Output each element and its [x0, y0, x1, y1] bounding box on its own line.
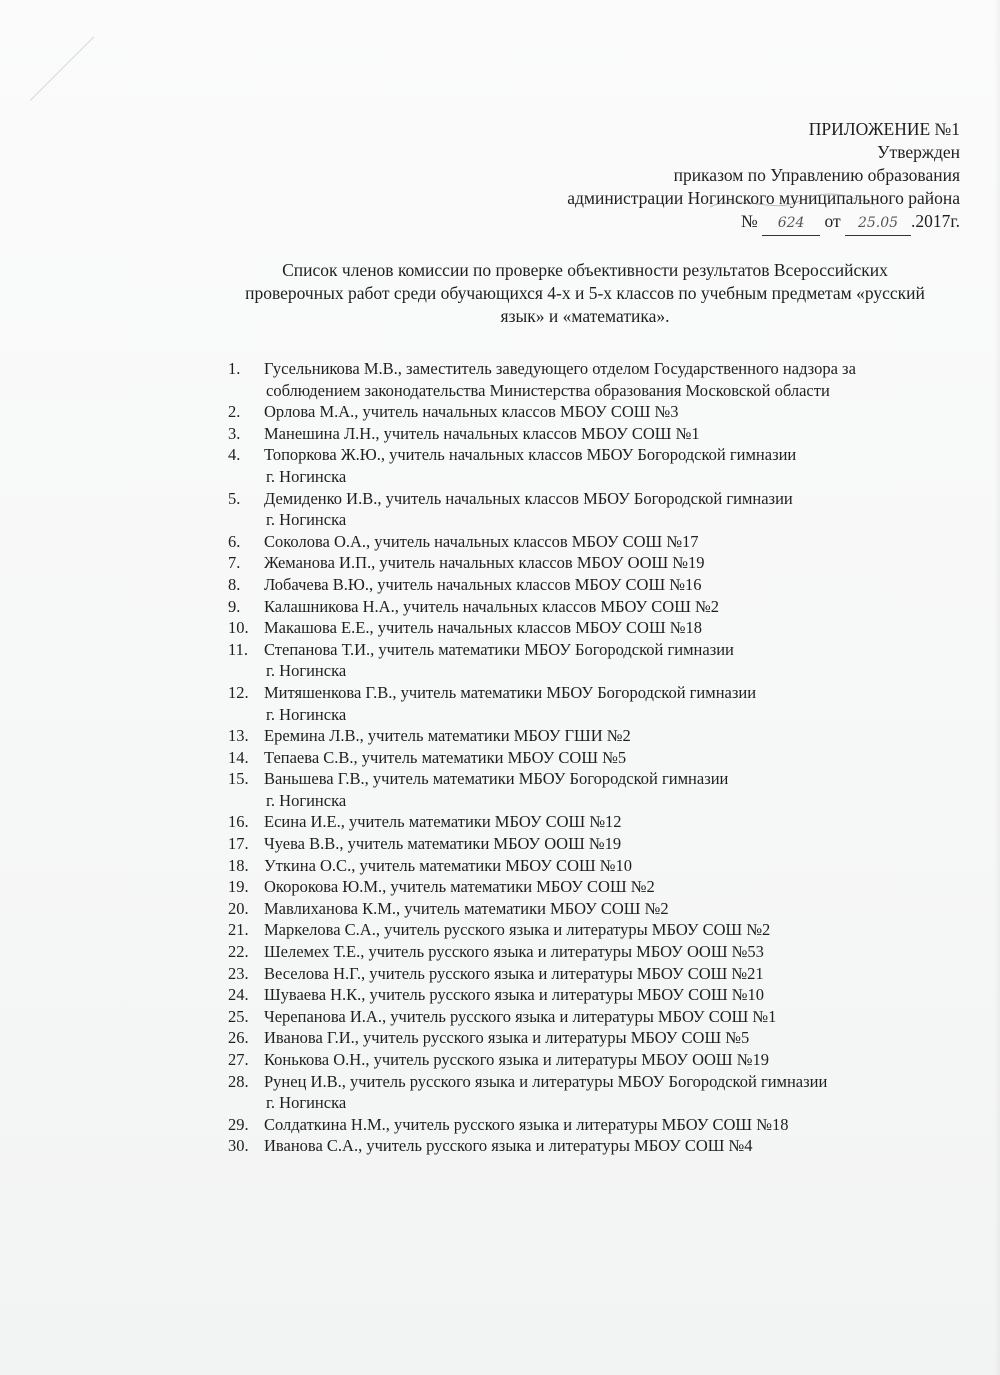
member-item: [228, 1071, 968, 1114]
member-number: 26.: [228, 1028, 249, 1048]
member-item: [228, 531, 968, 553]
appendix-label: ПРИЛОЖЕНИЕ №1: [808, 119, 960, 139]
member-number: 6.: [228, 531, 241, 551]
member-item: [228, 984, 968, 1006]
member-text: Шуваева Н.К., учитель русского языка и литературы МБОУ СОШ №10: [264, 985, 765, 1005]
member-item: [228, 833, 968, 855]
member-number: 16.: [228, 812, 249, 832]
member-text-continuation: г. Ногинска: [266, 1093, 347, 1113]
member-text: Жеманова И.П., учитель начальных классов МБОУ ООШ №19: [264, 553, 705, 573]
member-text: Еремина Л.В., учитель математики МБОУ ГШИ №2: [264, 726, 631, 746]
member-text: Шелемех Т.Е., учитель русского языка и литературы МБОУ ООШ №53: [264, 942, 764, 962]
approved-label: Утвержден: [877, 142, 960, 162]
member-number: 4.: [228, 445, 241, 465]
member-text: Гусельникова М.В., заместитель заведующего отделом Государственного надзора за: [264, 359, 856, 378]
member-text-continuation: соблюдением законодательства Министерства образования Московской области: [266, 380, 830, 400]
member-text: Ваньшева Г.В., учитель математики МБОУ Богородской гимназии: [264, 769, 729, 789]
member-text: Рунец И.В., учитель русского языка и литературы МБОУ Богородской гимназии: [264, 1071, 828, 1091]
from-label: от: [824, 211, 841, 231]
member-number: 17.: [228, 834, 249, 854]
member-number: 1.: [228, 359, 241, 378]
member-text: Степанова Т.И., учитель математики МБОУ Богородской гимназии: [264, 639, 734, 659]
member-text: Есина И.Е., учитель математики МБОУ СОШ №12: [264, 812, 622, 832]
member-item: [228, 423, 968, 445]
member-item: [228, 358, 968, 401]
member-item: [228, 1006, 968, 1028]
member-number: 7.: [228, 553, 241, 573]
approval-header: [567, 118, 960, 236]
member-item: [228, 963, 968, 985]
member-number: 22.: [228, 942, 249, 962]
member-text: Маркелова С.А., учитель русского языка и литературы МБОУ СОШ №2: [264, 920, 771, 940]
order-year: .2017г.: [911, 211, 960, 231]
member-text: Демиденко И.В., учитель начальных классов МБОУ Богородской гимназии: [264, 488, 793, 508]
page-edge-shadow: [994, 0, 1000, 1375]
member-text: Конькова О.Н., учитель русского языка и литературы МБОУ ООШ №19: [264, 1050, 769, 1069]
title-line-1: Список членов комиссии по проверке объективности результатов Всероссийских: [282, 260, 888, 280]
member-number: 20.: [228, 898, 249, 918]
member-number: 23.: [228, 963, 249, 983]
order-number-line: [567, 210, 960, 236]
member-number: 21.: [228, 920, 249, 940]
member-text: Лобачева В.Ю., учитель начальных классов МБОУ СОШ №16: [264, 574, 702, 594]
member-item: [228, 747, 968, 769]
member-item: [228, 444, 968, 487]
member-number: 3.: [228, 423, 241, 443]
member-number: 19.: [228, 877, 249, 897]
member-text: Чуева В.В., учитель математики МБОУ ООШ №19: [264, 834, 622, 854]
member-number: 18.: [228, 855, 249, 875]
member-text: Черепанова И.А., учитель русского языка и литературы МБОУ СОШ №1: [264, 1006, 777, 1026]
member-item: [228, 488, 968, 531]
member-text: Веселова Н.Г., учитель русского языка и литературы МБОУ СОШ №21: [264, 963, 764, 983]
member-number: 27.: [228, 1050, 249, 1069]
member-number: 5.: [228, 488, 241, 508]
member-text: Калашникова Н.А., учитель начальных классов МБОУ СОШ №2: [264, 596, 719, 616]
order-by-label: приказом по Управлению образования: [673, 165, 960, 185]
order-date-value: 25.05: [845, 212, 911, 236]
title-line-2: проверочных работ среди обучающихся 4-х и 5-х классов по учебным предметам «русский: [245, 283, 925, 303]
member-text: Иванова Г.И., учитель русского языка и литературы МБОУ СОШ №5: [264, 1028, 750, 1048]
member-text-continuation: г. Ногинска: [266, 704, 347, 724]
member-number: 8.: [228, 574, 241, 594]
member-item: [228, 725, 968, 747]
member-number: 9.: [228, 596, 241, 616]
member-number: 12.: [228, 682, 249, 702]
member-text-continuation: г. Ногинска: [266, 790, 347, 810]
member-text: Орлова М.А., учитель начальных классов МБОУ СОШ №3: [264, 402, 679, 422]
member-item: [228, 574, 968, 596]
member-item: [228, 876, 968, 898]
member-text-continuation: г. Ногинска: [266, 661, 347, 681]
member-item: [228, 855, 968, 877]
member-text: Окорокова Ю.М., учитель математики МБОУ СОШ №2: [264, 877, 655, 897]
member-item: [228, 639, 968, 682]
member-number: 25.: [228, 1006, 249, 1026]
member-text: Соколова О.А., учитель начальных классов МБОУ СОШ №17: [264, 531, 699, 551]
member-number: 10.: [228, 618, 249, 638]
member-text: Уткина О.С., учитель математики МБОУ СОШ №10: [264, 855, 632, 875]
member-item: [228, 919, 968, 941]
member-item: [228, 552, 968, 574]
member-text: Топоркова Ж.Ю., учитель начальных классов МБОУ Богородской гимназии: [264, 445, 797, 465]
member-item: [228, 1114, 968, 1136]
member-text-continuation: г. Ногинска: [266, 466, 347, 486]
member-item: [228, 617, 968, 639]
members-list: [228, 358, 968, 1157]
member-number: 28.: [228, 1071, 249, 1091]
member-text: Тепаева С.В., учитель математики МБОУ СОШ №5: [264, 747, 627, 767]
member-item: [228, 898, 968, 920]
member-number: 11.: [228, 639, 249, 659]
number-label: №: [741, 211, 758, 231]
member-item: [228, 1049, 968, 1071]
member-item: [228, 811, 968, 833]
member-text: Мавлиханова К.М., учитель математики МБОУ СОШ №2: [264, 898, 669, 918]
member-text: Митяшенкова Г.В., учитель математики МБОУ Богородской гимназии: [264, 682, 757, 702]
member-item: [228, 682, 968, 725]
title-line-3: язык» и «математика».: [500, 306, 670, 326]
paper-fold-line: [30, 36, 96, 102]
order-number-value: 624: [762, 212, 820, 236]
member-number: 13.: [228, 726, 249, 746]
member-text: Иванова С.А., учитель русского языка и литературы МБОУ СОШ №4: [264, 1136, 753, 1156]
member-number: 30.: [228, 1136, 249, 1156]
member-text: Манешина Л.Н., учитель начальных классов МБОУ СОШ №1: [264, 423, 700, 443]
administration-label: администрации Ногинского муниципального района: [567, 188, 960, 208]
member-item: [228, 401, 968, 423]
document-title: [215, 259, 955, 328]
member-item: [228, 941, 968, 963]
member-item: [228, 1135, 968, 1157]
member-text: Солдаткина Н.М., учитель русского языка и литературы МБОУ СОШ №18: [264, 1114, 789, 1134]
member-number: 24.: [228, 985, 249, 1005]
member-number: 29.: [228, 1114, 249, 1134]
member-item: [228, 596, 968, 618]
member-text: Макашова Е.Е., учитель начальных классов МБОУ СОШ №18: [264, 618, 702, 638]
member-number: 2.: [228, 402, 241, 422]
member-item: [228, 768, 968, 811]
member-item: [228, 1027, 968, 1049]
member-text-continuation: г. Ногинска: [266, 510, 347, 530]
member-number: 15.: [228, 769, 249, 789]
member-number: 14.: [228, 747, 249, 767]
